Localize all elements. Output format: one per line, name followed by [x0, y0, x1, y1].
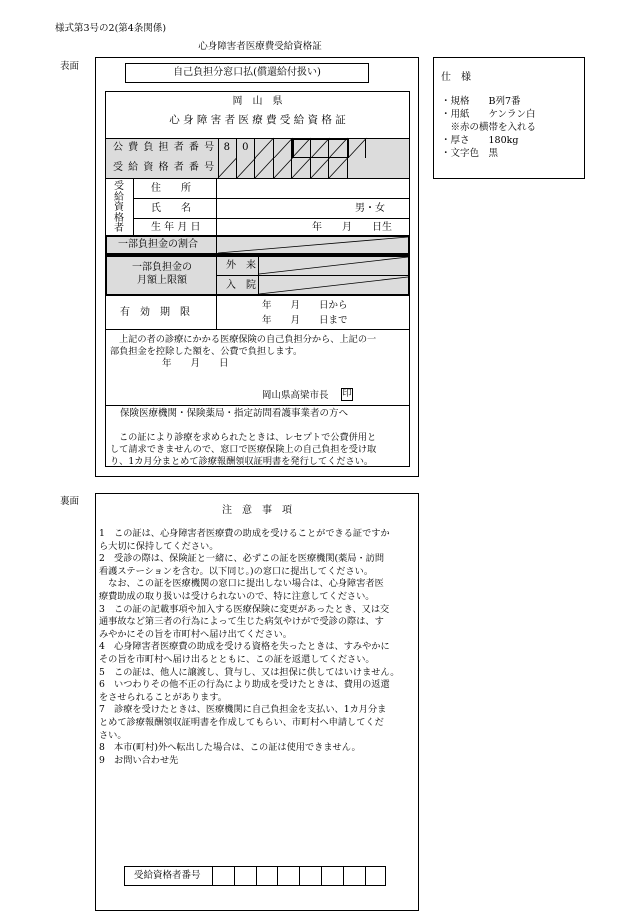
notice-heading: 保険医療機関・保険薬局・指定訪問看護事業者の方へ [120, 408, 349, 419]
inpatient-label: 入 院 [226, 280, 256, 291]
note-line: 通事故など第三者の行為によって生じた病気やけがで受診の際は、す [99, 616, 384, 628]
recipient-digit-box [311, 158, 330, 178]
note-line: 6 いつわりその他不正の行為により助成を受けたときは、費用の返還 [99, 679, 390, 691]
spec-title: 仕 様 [441, 72, 471, 83]
back-recipient-number-label: 受給資格者番号 [134, 870, 201, 881]
payer-digit: 8 [223, 142, 230, 153]
box-slash [292, 158, 311, 178]
copay-limit-label-2: 月額上限額 [137, 275, 187, 286]
spec-line: ※赤の横帯を入れる [441, 122, 537, 133]
front-label: 表面 [60, 61, 80, 72]
notice-line-3: り、1カ月分まとめて診療報酬領収証明書を発行してください。 [110, 456, 374, 467]
form-title: 心身障害者医療費受給資格証 [198, 41, 322, 52]
back-label: 裏面 [60, 496, 80, 507]
row-divider [216, 178, 217, 235]
row-divider [134, 198, 409, 199]
outpatient-label: 外 来 [226, 260, 256, 271]
note-line: とめて診療報酬領収証明書を作成してもらい、市町村へ申請してくだ [99, 717, 384, 728]
seal-text: 印 [342, 389, 352, 399]
statement-date: 年 月 日 [162, 358, 229, 369]
payer-number-label: 公 費 負 担 者 番 号 [113, 142, 216, 153]
row-divider [106, 329, 409, 330]
note-line: 看護ステーションを含む。以下同じ。)の窓口に提出してください。 [99, 565, 374, 577]
row-divider [106, 405, 409, 406]
note-line: ら大切に保持してください。 [99, 540, 219, 552]
back-digit-divider [299, 867, 300, 885]
prefecture-name: 岡 山 県 [232, 96, 283, 107]
back-title: 注 意 事 項 [222, 505, 292, 516]
address-label: 住 所 [151, 183, 191, 194]
recipient-digit-box [329, 158, 348, 178]
note-line: さい。 [99, 729, 127, 741]
statement-line-2: 部負担金を控除した額を、公費で負担します。 [110, 346, 303, 357]
note-line: 7 診療を受けたときは、医療機関に自己負担金を支払い、1カ月分ま [99, 704, 387, 716]
check-digit-frame [292, 138, 349, 159]
spec-line: ・文字色 黒 [441, 148, 499, 159]
back-digit-divider [277, 867, 278, 885]
note-line: 4 心身障害者医療費の助成を受ける資格を失ったときは、すみやかに [99, 641, 390, 653]
notice-line-2: して請求できませんので、窓口で医療保険上の自己負担を受け取 [110, 444, 377, 455]
back-digit-divider [321, 867, 322, 885]
note-line: みやかにその旨を市町村へ届け出てください。 [99, 628, 292, 640]
recipient-vertical-char: 資 [114, 202, 124, 213]
note-line: 9 お問い合わせ先 [99, 754, 179, 766]
spec-line: ・用紙 ケンラン白 [441, 109, 536, 120]
note-line: 療費助成の取り扱いは受けられないので、特に注意してください。 [99, 591, 375, 602]
dob-value: 年 月 日生 [312, 222, 392, 233]
recipient-vertical-char: 者 [114, 223, 124, 234]
back-digit-divider [343, 867, 344, 885]
statement-line-1: 上記の者の診療にかかる医療保険の自己負担分から、上記の一 [119, 334, 377, 345]
payer-digit-box [274, 138, 293, 158]
back-digit-divider [365, 867, 366, 885]
form-number: 様式第3号の2(第4条関係) [55, 23, 167, 34]
row-divider [216, 236, 217, 254]
payer-digit-box [348, 138, 367, 158]
box-slash [255, 138, 274, 158]
payer-digit-box [237, 138, 256, 158]
back-digit-divider [234, 867, 235, 885]
recipient-digit-box [274, 158, 293, 178]
payer-digit: 0 [242, 142, 249, 153]
name-label: 氏 名 [151, 203, 191, 214]
box-slash [274, 138, 293, 158]
note-line: をさせられることがあります。 [99, 691, 227, 703]
box-slash [274, 158, 293, 178]
box-slash [237, 158, 256, 178]
payer-digit-box [218, 138, 237, 158]
notice-line-1: この証により診療を求められたときは、レセプトで公費併用と [119, 432, 377, 443]
note-line: 2 受診の際は、保険証と一緒に、必ずこの証を医療機関(薬局・訪問 [99, 553, 385, 565]
recipient-digit-box [292, 158, 311, 178]
recipient-vertical-char: 給 [114, 191, 124, 203]
box-slash [218, 158, 237, 178]
dob-label: 生 年 月 日 [151, 222, 201, 233]
back-digit-divider [256, 867, 257, 885]
recipient-digit-box [237, 158, 256, 178]
validity-to: 年 月 日まで [262, 315, 348, 326]
recipient-divider [133, 178, 134, 235]
recipient-vertical-char: 格 [114, 212, 124, 224]
recipient-digit-box [255, 158, 274, 178]
spec-line: ・規格 B列7番 [441, 96, 521, 107]
copay-limit-label-1: 一部負担金の [132, 262, 192, 273]
copay-limit-slashes [259, 256, 408, 295]
box-slash [348, 138, 367, 158]
row-divider [216, 296, 217, 329]
note-line: その旨を市町村へ届け出るとともに、この証を返還してください。 [99, 654, 375, 665]
validity-label: 有 効 期 限 [120, 307, 190, 318]
back-digit-divider [212, 867, 213, 885]
certificate-title: 心 身 障 害 者 医 療 費 受 給 資 格 証 [169, 114, 346, 126]
copay-ratio-label: 一部負担金の割合 [118, 239, 198, 250]
box-slash [329, 158, 348, 178]
row-divider [134, 218, 409, 219]
issuer-name: 岡山県高梁市長 [262, 390, 329, 401]
payer-digit-box [255, 138, 274, 158]
spec-line: ・厚さ 180kg [441, 135, 519, 146]
note-line: なお、この証を医療機関の窓口に提出しない場合は、心身障害者医 [99, 578, 384, 590]
recipient-digit-box [218, 158, 237, 178]
sex-field: 男・女 [355, 203, 385, 214]
validity-from: 年 月 日から [262, 300, 348, 311]
box-slash [255, 158, 274, 178]
recipient-vertical-label [113, 182, 125, 235]
payment-type-banner [125, 63, 369, 83]
note-line: 3 この証の記載事項や加入する医療保険に変更があったとき、又は交 [99, 603, 390, 615]
note-line: 8 本市(町村)外へ転出した場合は、この証は使用できません。 [99, 742, 361, 754]
recipient-number-label: 受 給 資 格 者 番 号 [113, 162, 216, 173]
note-line: 1 この証は、心身障害者医療費の助成を受けることができる証ですか [99, 528, 390, 539]
payment-type-banner-text: 自己負担分窓口払(償還給付扱い) [173, 67, 321, 78]
recipient-vertical-char: 受 [114, 181, 124, 192]
copay-ratio-slash [218, 236, 408, 254]
box-slash [311, 158, 330, 178]
note-line: 5 この証は、他人に譲渡し、貸与し、又は担保に供してはいけません。 [99, 666, 400, 678]
official-seal [341, 388, 353, 401]
